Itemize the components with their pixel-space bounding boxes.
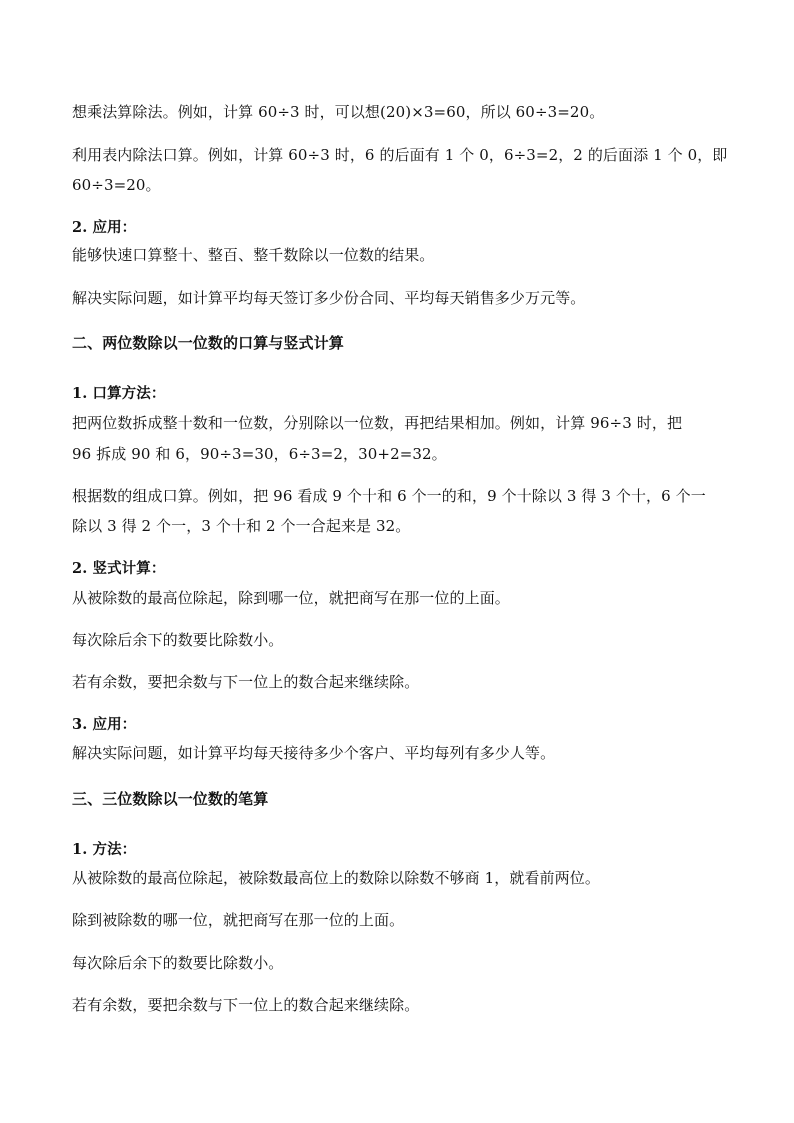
section-2-vertical-item-3: 若有余数，要把余数与下一位上的数合起来继续除。 [72, 673, 420, 691]
section-2-oral-item-2-line-2: 除以 3 得 2 个一，3 个十和 2 个一合起来是 32。 [72, 517, 411, 535]
section-2-vertical-item-1: 从被除数的最高位除起，除到哪一位，就把商写在那一位的上面。 [72, 589, 510, 607]
section-3-method-item-3: 每次除后余下的数要比除数小。 [72, 954, 284, 972]
section-3-method-item-4: 若有余数，要把余数与下一位上的数合起来继续除。 [72, 996, 420, 1014]
section-2-oral-item-2-line-1: 根据数的组成口算。例如，把 96 看成 9 个十和 6 个一的和，9 个十除以 3 得 3 个十，6 个一 [72, 487, 706, 505]
intro-paragraph-2-line-2: 60÷3=20。 [72, 176, 161, 194]
section-2-oral-item-1-line-1: 把两位数拆成整十数和一位数，分别除以一位数，再把结果相加。例如，计算 96÷3 时，把 [72, 414, 683, 432]
section-3-heading: 三、三位数除以一位数的笔算 [72, 790, 269, 808]
section-2-subheading-oral-method: 1. 口算方法： [72, 385, 166, 402]
section-3-method-item-1: 从被除数的最高位除起，被除数最高位上的数除以除数不够商 1，就看前两位。 [72, 869, 600, 887]
section-2-subheading-application: 3. 应用： [72, 716, 137, 733]
intro-application-item-1: 能够快速口算整十、整百、整千数除以一位数的结果。 [72, 246, 435, 264]
intro-subheading-application: 2. 应用： [72, 219, 137, 236]
section-3-subheading-method: 1. 方法： [72, 841, 137, 858]
intro-paragraph-1: 想乘法算除法。例如，计算 60÷3 时，可以想(20)×3=60，所以 60÷3=20。 [72, 103, 605, 121]
section-2-application-item-1: 解决实际问题，如计算平均每天接待多少个客户、平均每列有多少人等。 [72, 744, 556, 762]
section-2-subheading-vertical: 2. 竖式计算： [72, 560, 166, 577]
intro-paragraph-2-line-1: 利用表内除法口算。例如，计算 60÷3 时，6 的后面有 1 个 0，6÷3=2，2 的后面添 1 个 0，即 [72, 146, 728, 164]
intro-application-item-2: 解决实际问题，如计算平均每天签订多少份合同、平均每天销售多少万元等。 [72, 289, 586, 307]
section-3-method-item-2: 除到被除数的哪一位，就把商写在那一位的上面。 [72, 911, 405, 929]
section-2-oral-item-1-line-2: 96 拆成 90 和 6，90÷3=30，6÷3=2，30+2=32。 [72, 445, 447, 463]
section-2-vertical-item-2: 每次除后余下的数要比除数小。 [72, 631, 284, 649]
section-2-heading: 二、两位数除以一位数的口算与竖式计算 [72, 334, 344, 352]
